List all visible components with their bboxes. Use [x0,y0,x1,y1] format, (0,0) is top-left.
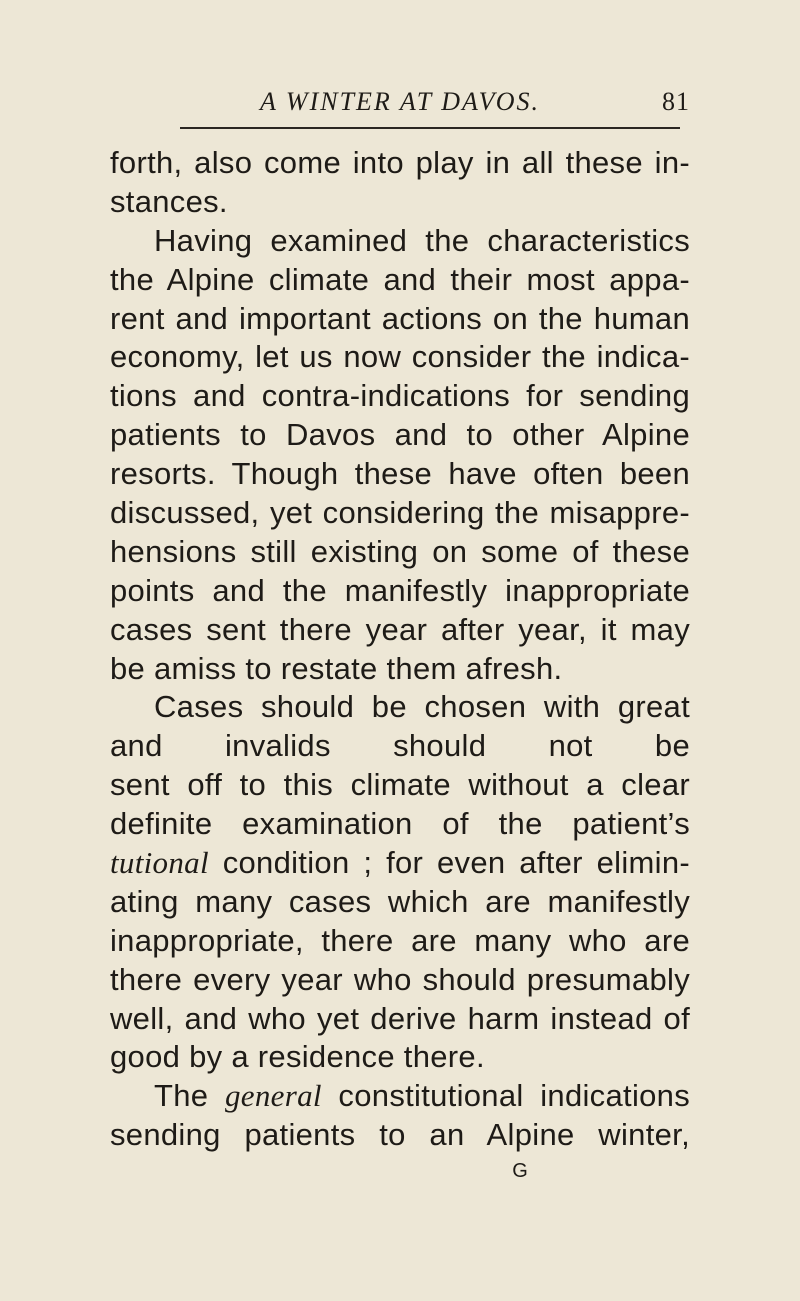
text-line: good by a residence there. [110,1039,485,1075]
text-line: discussed, yet considering the misappre- [110,495,690,531]
text-line: rent and important actions on the human [110,300,690,336]
text-line: patients to Davos and to other Alpine [110,417,690,453]
text-line: the Alpine climate and their most appa- [110,261,690,297]
text-line: inappropriate, there are many who are [110,922,690,958]
text-line: points and the manifestly inappropriate [110,572,690,608]
italic-run: tutional [110,845,209,881]
body-text [110,144,690,1155]
text-run: condition ; for even after elimin- [208,845,690,881]
text-line: and invalids should not be [110,728,690,764]
header-rule [180,127,680,129]
text-line: economy, let us now consider the indica- [110,339,690,375]
text-line: Having examined the characteristics [154,222,690,258]
text-line: cases sent there year after year, it may [110,611,690,647]
text-line [110,1077,690,1116]
text-line: resorts. Though these have often been [110,456,690,492]
text-line: forth, also come into play in all these in- [110,145,690,180]
text-line [110,805,690,844]
text-line: sent off to this climate without a clear [110,767,690,803]
signature-mark: G [512,1160,528,1182]
text-run: constitutional indications [338,1078,690,1114]
text-line: sending patients to an Alpine winter, [110,1117,690,1153]
text-run: definite examination of the patient’s [110,806,690,842]
text-line: Cases should be chosen with great [154,689,690,725]
text-line: there every year who should presumably [110,961,690,997]
text-line: be amiss to restate them afresh. [110,650,563,686]
text-line: hensions still existing on some of these [110,533,690,569]
running-head-title: A WINTER AT DAVOS. [260,87,540,116]
text-line [110,844,690,883]
text-run: The [154,1078,225,1114]
page-number: 81 [662,87,690,116]
text-line: tions and contra-indications for sending [110,378,690,414]
italic-run: general [224,1078,322,1114]
text-line: ating many cases which are manifestly [110,883,690,919]
text-line: well, and who yet derive harm instead of [110,1000,690,1036]
text-line: stances. [110,183,228,219]
